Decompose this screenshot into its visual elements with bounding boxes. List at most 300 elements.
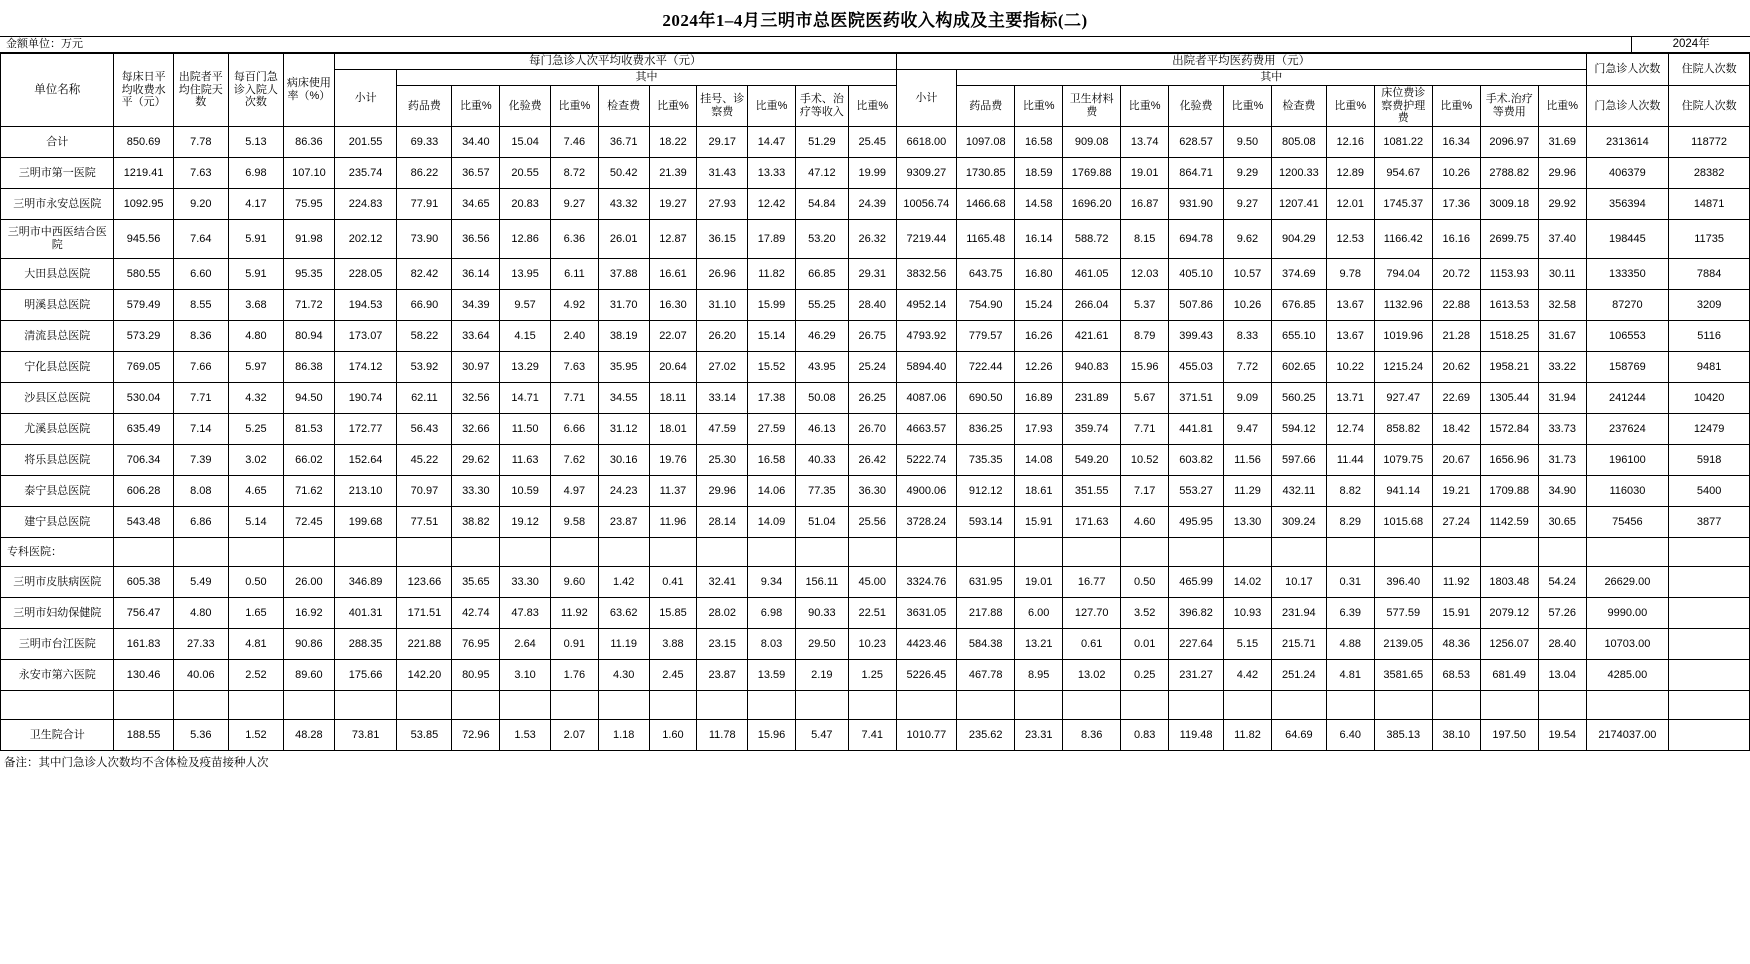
cell-value: 5.49 — [173, 567, 228, 598]
cell-value: 158769 — [1586, 352, 1669, 383]
cell-value: 20.72 — [1432, 259, 1480, 290]
cell-value: 118772 — [1669, 127, 1750, 158]
cell-value — [1669, 660, 1750, 691]
cell-value: 51.04 — [795, 507, 848, 538]
cell-value: 374.69 — [1271, 259, 1326, 290]
cell-value: 231.94 — [1271, 598, 1326, 629]
cell-value: 30.97 — [452, 352, 500, 383]
cell-value: 1142.59 — [1480, 507, 1538, 538]
cell-value: 495.95 — [1169, 507, 1224, 538]
cell-value: 73.81 — [334, 720, 397, 751]
cell-value: 8.33 — [1224, 321, 1272, 352]
cell-value: 2.52 — [228, 660, 283, 691]
cell-value: 224.83 — [334, 189, 397, 220]
cell-value: 14.71 — [500, 383, 551, 414]
cell-value: 1132.96 — [1374, 290, 1432, 321]
row-label: 泰宁县总医院 — [1, 476, 114, 507]
cell-value: 4.60 — [1121, 507, 1169, 538]
cell-value: 4.97 — [551, 476, 599, 507]
cell-value: 1200.33 — [1271, 158, 1326, 189]
cell-value: 643.75 — [957, 259, 1015, 290]
cell-value: 1518.25 — [1480, 321, 1538, 352]
header-ip-drug-fee: 药品费 — [957, 86, 1015, 127]
cell-value: 9.27 — [551, 189, 599, 220]
cell-value: 706.34 — [114, 445, 173, 476]
cell-value: 30.65 — [1538, 507, 1586, 538]
cell-value: 4.30 — [598, 660, 649, 691]
cell-value: 2788.82 — [1480, 158, 1538, 189]
header-bed-day-income: 每床日平均收费水平（元） — [114, 54, 173, 127]
cell-value: 198445 — [1586, 220, 1669, 259]
header-outpatient-group: 每门急诊人次平均收费水平（元） — [334, 54, 896, 70]
cell-empty — [1480, 538, 1538, 567]
cell-empty — [598, 538, 649, 567]
cell-value: 11.50 — [500, 414, 551, 445]
cell-value: 66.02 — [283, 445, 334, 476]
cell-empty — [1538, 691, 1586, 720]
cell-value: 5116 — [1669, 321, 1750, 352]
cell-value: 467.78 — [957, 660, 1015, 691]
cell-value: 9.20 — [173, 189, 228, 220]
cell-empty — [957, 538, 1015, 567]
cell-value: 5400 — [1669, 476, 1750, 507]
cell-value: 36.15 — [697, 220, 748, 259]
cell-value: 12.74 — [1326, 414, 1374, 445]
cell-value: 1.53 — [500, 720, 551, 751]
cell-value: 161.83 — [114, 629, 173, 660]
cell-value: 231.89 — [1063, 383, 1121, 414]
cell-value: 690.50 — [957, 383, 1015, 414]
table-row-special — [1, 629, 1750, 660]
cell-value: 90.86 — [283, 629, 334, 660]
cell-value: 1958.21 — [1480, 352, 1538, 383]
header-op-surgery-fee: 手术、治疗等收入 — [795, 86, 848, 127]
cell-value: 16.14 — [1015, 220, 1063, 259]
cell-value: 577.59 — [1374, 598, 1432, 629]
cell-value: 635.49 — [114, 414, 173, 445]
header-outpatient-visits: 门急诊人次数 — [1586, 54, 1669, 86]
cell-value: 20.55 — [500, 158, 551, 189]
cell-value: 15.96 — [748, 720, 796, 751]
cell-empty — [1063, 691, 1121, 720]
cell-value: 3728.24 — [896, 507, 956, 538]
cell-value: 17.89 — [748, 220, 796, 259]
cell-value: 4.17 — [228, 189, 283, 220]
cell-value: 7.71 — [173, 383, 228, 414]
cell-value: 40.06 — [173, 660, 228, 691]
cell-value: 0.83 — [1121, 720, 1169, 751]
cell-value: 836.25 — [957, 414, 1015, 445]
table-row — [1, 290, 1750, 321]
cell-value: 396.82 — [1169, 598, 1224, 629]
cell-value: 0.91 — [551, 629, 599, 660]
cell-value: 1.52 — [228, 720, 283, 751]
cell-value: 15.04 — [500, 127, 551, 158]
section-row — [1, 538, 1750, 567]
cell-value: 4952.14 — [896, 290, 956, 321]
cell-value: 3209 — [1669, 290, 1750, 321]
cell-value: 405.10 — [1169, 259, 1224, 290]
cell-value: 86.22 — [397, 158, 452, 189]
cell-value: 251.24 — [1271, 660, 1326, 691]
cell-value: 12479 — [1669, 414, 1750, 445]
cell-value: 9.34 — [748, 567, 796, 598]
cell-value: 66.85 — [795, 259, 848, 290]
cell-empty — [283, 691, 334, 720]
header-ip-exam-ratio: 比重% — [1326, 86, 1374, 127]
cell-empty — [500, 538, 551, 567]
cell-value: 5.15 — [1224, 629, 1272, 660]
cell-value: 152.64 — [334, 445, 397, 476]
cell-value: 107.10 — [283, 158, 334, 189]
cell-empty — [848, 538, 896, 567]
cell-value: 221.88 — [397, 629, 452, 660]
cell-value: 26.70 — [848, 414, 896, 445]
cell-value: 38.10 — [1432, 720, 1480, 751]
cell-value: 12.53 — [1326, 220, 1374, 259]
cell-empty — [957, 691, 1015, 720]
cell-value: 18.42 — [1432, 414, 1480, 445]
cell-value: 14.09 — [748, 507, 796, 538]
cell-empty — [1669, 691, 1750, 720]
row-label: 沙县区总医院 — [1, 383, 114, 414]
cell-value: 530.04 — [114, 383, 173, 414]
cell-value: 197.50 — [1480, 720, 1538, 751]
cell-value: 196100 — [1586, 445, 1669, 476]
cell-value: 13.74 — [1121, 127, 1169, 158]
cell-empty — [598, 691, 649, 720]
cell-value: 909.08 — [1063, 127, 1121, 158]
cell-value: 42.74 — [452, 598, 500, 629]
cell-value: 46.29 — [795, 321, 848, 352]
cell-value: 15.99 — [748, 290, 796, 321]
cell-value: 356394 — [1586, 189, 1669, 220]
cell-value: 4793.92 — [896, 321, 956, 352]
cell-value: 553.27 — [1169, 476, 1224, 507]
cell-value: 10.22 — [1326, 352, 1374, 383]
cell-value: 57.26 — [1538, 598, 1586, 629]
cell-value: 53.20 — [795, 220, 848, 259]
cell-value: 11.37 — [649, 476, 697, 507]
cell-value: 130.46 — [114, 660, 173, 691]
cell-value: 17.38 — [748, 383, 796, 414]
cell-value: 756.47 — [114, 598, 173, 629]
table-row — [1, 352, 1750, 383]
cell-value: 30.11 — [1538, 259, 1586, 290]
header-op-drug-ratio: 比重% — [452, 86, 500, 127]
cell-value: 31.10 — [697, 290, 748, 321]
cell-value: 1207.41 — [1271, 189, 1326, 220]
cell-value: 681.49 — [1480, 660, 1538, 691]
cell-value: 864.71 — [1169, 158, 1224, 189]
cell-value: 8.03 — [748, 629, 796, 660]
cell-value: 94.50 — [283, 383, 334, 414]
cell-empty — [1669, 538, 1750, 567]
cell-value: 1613.53 — [1480, 290, 1538, 321]
cell-value: 396.40 — [1374, 567, 1432, 598]
cell-value: 87270 — [1586, 290, 1669, 321]
cell-value: 10420 — [1669, 383, 1750, 414]
cell-value: 71.72 — [283, 290, 334, 321]
cell-value: 15.91 — [1432, 598, 1480, 629]
cell-value: 9.27 — [1224, 189, 1272, 220]
section-label: 专科医院： — [1, 538, 114, 567]
cell-value: 6.40 — [1326, 720, 1374, 751]
cell-value: 9.50 — [1224, 127, 1272, 158]
cell-value: 33.73 — [1538, 414, 1586, 445]
cell-value: 22.51 — [848, 598, 896, 629]
cell-empty — [1121, 538, 1169, 567]
cell-value: 794.04 — [1374, 259, 1432, 290]
cell-value: 4.15 — [500, 321, 551, 352]
cell-value: 194.53 — [334, 290, 397, 321]
cell-empty — [551, 538, 599, 567]
cell-value: 1010.77 — [896, 720, 956, 751]
cell-value: 14.02 — [1224, 567, 1272, 598]
cell-value: 228.05 — [334, 259, 397, 290]
cell-value: 13.33 — [748, 158, 796, 189]
cell-value: 188.55 — [114, 720, 173, 751]
table-row — [1, 259, 1750, 290]
cell-value: 36.30 — [848, 476, 896, 507]
cell-value: 15.14 — [748, 321, 796, 352]
cell-value: 560.25 — [1271, 383, 1326, 414]
cell-value: 606.28 — [114, 476, 173, 507]
cell-value: 1.25 — [848, 660, 896, 691]
cell-value: 12.87 — [649, 220, 697, 259]
cell-value: 64.69 — [1271, 720, 1326, 751]
cell-value: 5.67 — [1121, 383, 1169, 414]
cell-value: 3009.18 — [1480, 189, 1538, 220]
cell-value: 351.55 — [1063, 476, 1121, 507]
cell-value: 75456 — [1586, 507, 1669, 538]
cell-value: 2313614 — [1586, 127, 1669, 158]
cell-value: 36.57 — [452, 158, 500, 189]
cell-value: 241244 — [1586, 383, 1669, 414]
cell-value: 7.46 — [551, 127, 599, 158]
cell-value: 53.85 — [397, 720, 452, 751]
cell-value: 1015.68 — [1374, 507, 1432, 538]
cell-empty — [896, 538, 956, 567]
cell-value: 28.14 — [697, 507, 748, 538]
cell-value: 156.11 — [795, 567, 848, 598]
cell-value: 21.39 — [649, 158, 697, 189]
cell-value: 31.69 — [1538, 127, 1586, 158]
cell-value: 15.24 — [1015, 290, 1063, 321]
cell-value: 73.90 — [397, 220, 452, 259]
row-label: 合计 — [1, 127, 114, 158]
cell-value: 11.78 — [697, 720, 748, 751]
cell-value: 56.43 — [397, 414, 452, 445]
cell-value: 16.61 — [649, 259, 697, 290]
cell-empty — [848, 691, 896, 720]
cell-value: 172.77 — [334, 414, 397, 445]
cell-empty — [551, 691, 599, 720]
cell-value: 16.58 — [748, 445, 796, 476]
cell-value: 27.24 — [1432, 507, 1480, 538]
cell-empty — [1224, 538, 1272, 567]
cell-value: 20.62 — [1432, 352, 1480, 383]
cell-value: 14.06 — [748, 476, 796, 507]
cell-empty — [334, 691, 397, 720]
cell-value: 10.26 — [1432, 158, 1480, 189]
header-unit-name: 单位名称 — [1, 54, 114, 127]
cell-value: 1092.95 — [114, 189, 173, 220]
cell-value: 5222.74 — [896, 445, 956, 476]
cell-value: 33.64 — [452, 321, 500, 352]
cell-value: 3.88 — [649, 629, 697, 660]
cell-value: 28.40 — [848, 290, 896, 321]
cell-value: 5.91 — [228, 220, 283, 259]
cell-empty — [114, 691, 173, 720]
cell-value: 13.29 — [500, 352, 551, 383]
cell-value: 171.63 — [1063, 507, 1121, 538]
cell-value: 11.44 — [1326, 445, 1374, 476]
cell-value: 1097.08 — [957, 127, 1015, 158]
cell-value: 15.85 — [649, 598, 697, 629]
header-ip-bed-ratio: 比重% — [1432, 86, 1480, 127]
cell-value: 7.63 — [551, 352, 599, 383]
cell-value: 35.65 — [452, 567, 500, 598]
cell-value: 631.95 — [957, 567, 1015, 598]
cell-value: 927.47 — [1374, 383, 1432, 414]
cell-value: 694.78 — [1169, 220, 1224, 259]
cell-value: 133350 — [1586, 259, 1669, 290]
cell-value: 858.82 — [1374, 414, 1432, 445]
header-ip-bed-fee: 床位费诊察费护理费 — [1374, 86, 1432, 127]
table-row-special — [1, 567, 1750, 598]
cell-value: 29.17 — [697, 127, 748, 158]
cell-value: 37.88 — [598, 259, 649, 290]
cell-empty — [1169, 538, 1224, 567]
cell-value — [1669, 629, 1750, 660]
cell-value: 3631.05 — [896, 598, 956, 629]
cell-value: 33.22 — [1538, 352, 1586, 383]
header-op-lab-fee: 化验费 — [500, 86, 551, 127]
header-op-lab-ratio: 比重% — [551, 86, 599, 127]
cell-value: 3.02 — [228, 445, 283, 476]
cell-value: 573.29 — [114, 321, 173, 352]
cell-value: 227.64 — [1169, 629, 1224, 660]
cell-value: 12.26 — [1015, 352, 1063, 383]
cell-value: 34.65 — [452, 189, 500, 220]
cell-value: 16.30 — [649, 290, 697, 321]
cell-value: 26.32 — [848, 220, 896, 259]
cell-value: 202.12 — [334, 220, 397, 259]
cell-empty — [1015, 538, 1063, 567]
cell-value: 655.10 — [1271, 321, 1326, 352]
cell-empty — [1432, 691, 1480, 720]
cell-value: 8.72 — [551, 158, 599, 189]
cell-value: 1165.48 — [957, 220, 1015, 259]
cell-empty — [1586, 538, 1669, 567]
cell-value: 16.34 — [1432, 127, 1480, 158]
cell-value: 288.35 — [334, 629, 397, 660]
cell-empty — [795, 538, 848, 567]
cell-value: 6.98 — [228, 158, 283, 189]
cell-value: 21.28 — [1432, 321, 1480, 352]
cell-value: 588.72 — [1063, 220, 1121, 259]
cell-value: 10.26 — [1224, 290, 1272, 321]
cell-value: 406379 — [1586, 158, 1669, 189]
cell-value: 17.93 — [1015, 414, 1063, 445]
row-label: 宁化县总医院 — [1, 352, 114, 383]
cell-value: 15.91 — [1015, 507, 1063, 538]
header-avg-los: 出院者平均住院天数 — [173, 54, 228, 127]
cell-empty — [1432, 538, 1480, 567]
cell-value: 8.55 — [173, 290, 228, 321]
cell-empty — [1271, 538, 1326, 567]
cell-value: 2.45 — [649, 660, 697, 691]
cell-value: 91.98 — [283, 220, 334, 259]
cell-value: 36.14 — [452, 259, 500, 290]
cell-value: 16.92 — [283, 598, 334, 629]
cell-value: 945.56 — [114, 220, 173, 259]
table-row — [1, 383, 1750, 414]
cell-value: 584.38 — [957, 629, 1015, 660]
cell-value: 3324.76 — [896, 567, 956, 598]
cell-value: 11.82 — [1224, 720, 1272, 751]
cell-value: 35.95 — [598, 352, 649, 383]
cell-value: 47.83 — [500, 598, 551, 629]
cell-value: 29.96 — [697, 476, 748, 507]
cell-value: 16.26 — [1015, 321, 1063, 352]
row-label: 清流县总医院 — [1, 321, 114, 352]
row-label: 三明市皮肤病医院 — [1, 567, 114, 598]
cell-value: 14.47 — [748, 127, 796, 158]
cell-value: 23.15 — [697, 629, 748, 660]
cell-value: 13.21 — [1015, 629, 1063, 660]
cell-value: 13.30 — [1224, 507, 1272, 538]
row-label: 明溪县总医院 — [1, 290, 114, 321]
cell-value: 1656.96 — [1480, 445, 1538, 476]
cell-value: 9481 — [1669, 352, 1750, 383]
cell-value: 17.36 — [1432, 189, 1480, 220]
cell-value: 9.57 — [500, 290, 551, 321]
cell-value: 8.36 — [1063, 720, 1121, 751]
cell-value: 7.62 — [551, 445, 599, 476]
header-op-exam-ratio: 比重% — [649, 86, 697, 127]
cell-value: 62.11 — [397, 383, 452, 414]
cell-empty — [228, 691, 283, 720]
row-label: 三明市第一医院 — [1, 158, 114, 189]
cell-value: 7.66 — [173, 352, 228, 383]
cell-empty — [1374, 538, 1432, 567]
cell-value: 0.31 — [1326, 567, 1374, 598]
cell-value: 5894.40 — [896, 352, 956, 383]
cell-value: 31.12 — [598, 414, 649, 445]
cell-value: 86.38 — [283, 352, 334, 383]
cell-value: 4900.06 — [896, 476, 956, 507]
cell-value: 9.58 — [551, 507, 599, 538]
cell-value: 89.60 — [283, 660, 334, 691]
cell-value: 4.92 — [551, 290, 599, 321]
header-op-registration-fee: 挂号、诊察费 — [697, 86, 748, 127]
cell-value: 2174037.00 — [1586, 720, 1669, 751]
cell-value: 72.45 — [283, 507, 334, 538]
row-label: 大田县总医院 — [1, 259, 114, 290]
year-label: 2024年 — [1632, 37, 1750, 53]
cell-value: 4.32 — [228, 383, 283, 414]
cell-value: 26629.00 — [1586, 567, 1669, 598]
cell-value: 597.66 — [1271, 445, 1326, 476]
cell-value: 31.94 — [1538, 383, 1586, 414]
cell-value: 19.76 — [649, 445, 697, 476]
cell-value: 455.03 — [1169, 352, 1224, 383]
cell-empty — [649, 691, 697, 720]
cell-value: 5.36 — [173, 720, 228, 751]
cell-value: 45.22 — [397, 445, 452, 476]
